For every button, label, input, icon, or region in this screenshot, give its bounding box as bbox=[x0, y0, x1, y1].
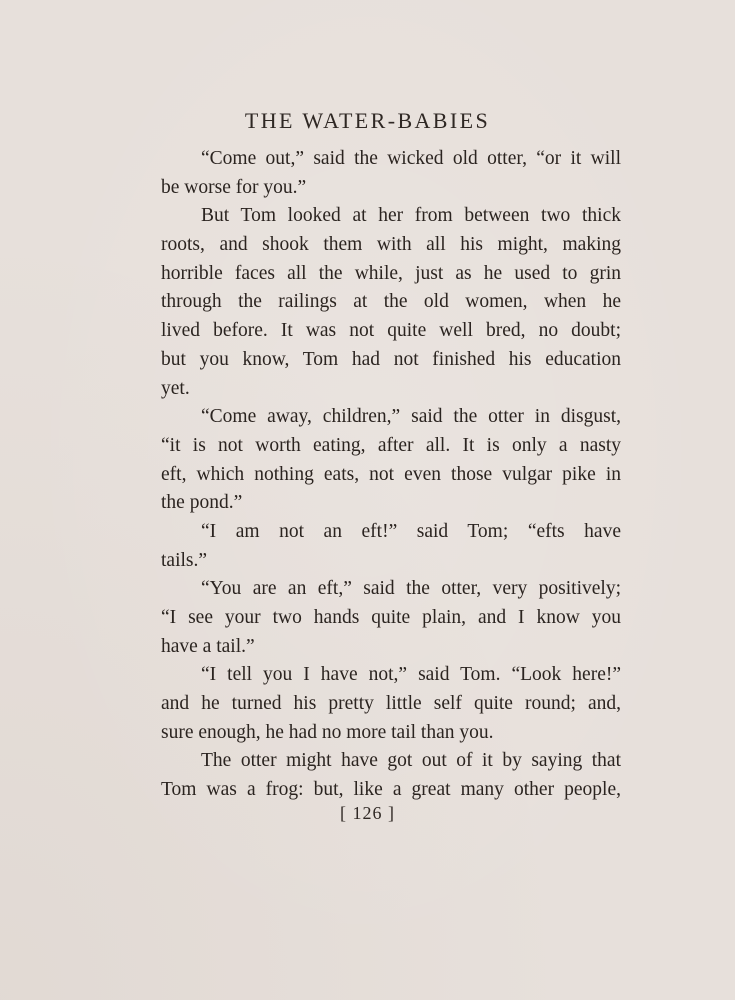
text-line: through the railings at the old women, when he bbox=[161, 291, 621, 313]
text-line: and he turned his pretty little self quite round; and, bbox=[161, 693, 621, 715]
text-line: “it is not worth eating, after all. It is only a nasty bbox=[161, 434, 621, 456]
text-line: “Come out,” said the wicked old otter, “or it will bbox=[201, 148, 621, 169]
body-text bbox=[161, 145, 621, 805]
text-line: “You are an eft,” said the otter, very positively; bbox=[201, 578, 621, 600]
text-line: Tom was a frog: but, like a great many other people, bbox=[161, 779, 621, 801]
text-line: yet. bbox=[161, 377, 190, 399]
text-line: “I tell you I have not,” said Tom. “Look here!” bbox=[201, 664, 621, 686]
text-line: sure enough, he had no more tail than you. bbox=[161, 721, 494, 743]
text-line: eft, which nothing eats, not even those vulgar pike in bbox=[161, 463, 621, 485]
text-line: The otter might have got out of it by saying that bbox=[201, 750, 621, 772]
text-line: have a tail.” bbox=[161, 635, 255, 657]
text-line: “I see your two hands quite plain, and I know you bbox=[161, 607, 621, 628]
text-line: “I am not an eft!” said Tom; “efts have bbox=[201, 520, 621, 542]
text-line: roots, and shook them with all his might, making bbox=[161, 234, 621, 256]
text-line: be worse for you.” bbox=[161, 176, 307, 198]
text-line: horrible faces all the while, just as he used to grin bbox=[161, 262, 621, 284]
text-line: lived before. It was not quite well bred, no doubt; bbox=[161, 320, 621, 342]
text-line: tails.” bbox=[161, 549, 208, 571]
text-line: But Tom looked at her from between two thick bbox=[201, 205, 621, 227]
text-line: the pond.” bbox=[161, 492, 243, 514]
page-number: [ 126 ] bbox=[340, 803, 395, 823]
running-head: THE WATER-BABIES bbox=[244, 108, 491, 133]
text-line: “Come away, children,” said the otter in disgust, bbox=[201, 406, 621, 428]
text-line: but you know, Tom had not finished his education bbox=[161, 348, 621, 370]
